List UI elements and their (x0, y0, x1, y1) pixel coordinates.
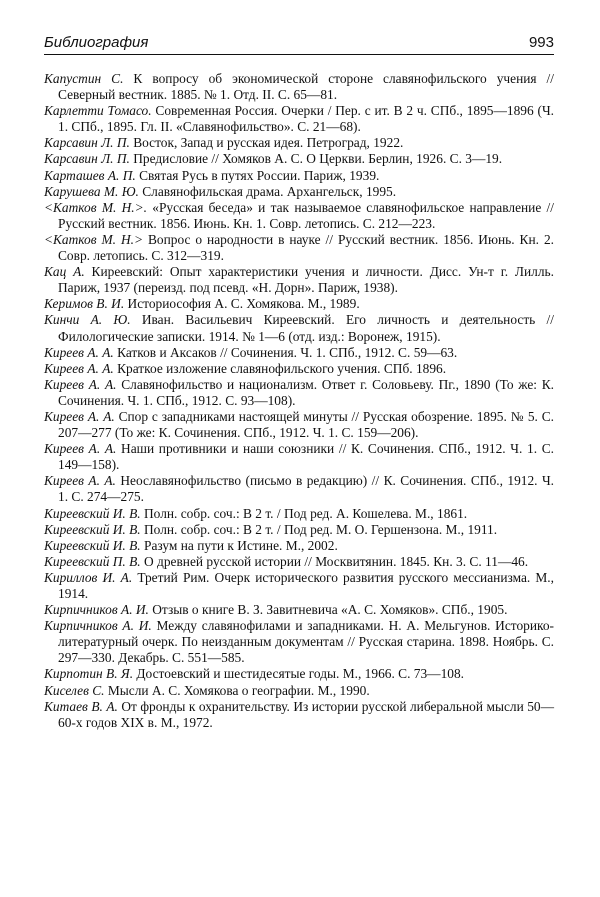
entry-text: Катков и Аксаков // Сочинения. Ч. 1. СПб., 1912. С. 59—63. (113, 344, 458, 360)
entry-author: Киреев А. А. (44, 360, 114, 376)
running-header (44, 0, 554, 55)
bibliography-entry (44, 71, 554, 103)
entry-text: Славянофильство и национализм. Ответ г. Соловьеву. Пг., 1890 (То же: К. Сочинения. Ч. 1. СПб., 1912. С. 93—108). (58, 376, 554, 408)
bibliography-entry (44, 683, 554, 699)
bibliography-entry (44, 699, 554, 731)
entry-text: Святая Русь в путях России. Париж, 1939. (135, 167, 380, 183)
entry-text: Наши противники и наши союзники // К. Сочинения. СПб., 1912. Ч. 1. С. 149—158). (58, 441, 555, 473)
entry-author: Кинчи А. Ю. (44, 312, 131, 328)
bibliography-entry (44, 312, 554, 344)
bibliography-entry (44, 184, 554, 200)
bibliography-entry (44, 570, 554, 602)
entry-author: Карсавин Л. П. (44, 135, 130, 151)
entry-text: Достоевский и шестидесятые годы. М., 1966. С. 73—108. (133, 666, 465, 682)
entry-author: Карсавин Л. П. (44, 151, 130, 167)
bibliography-entry (44, 506, 554, 522)
entry-author: Киреев А. А. (44, 376, 117, 392)
entry-author: Карташев А. П. (44, 167, 136, 183)
entry-text: Иван. Васильевич Киреевский. Его личность и деятельность // Филологические записки. 1914. № 1—6 (отд. изд.: Воронеж, 1915). (58, 312, 554, 344)
entry-author: <Катков М. Н.> (44, 231, 144, 247)
entry-text: Спор с западниками настоящей минуты // Русская обозрение. 1895. № 5. С. 207—277 (То же: К. Сочинения. СПб., 1912. Ч. 1. С. 159—206). (58, 408, 554, 441)
entry-text: Современная Россия. Очерки / Пер. с ит. В 2 ч. СПб., 1895—1896 (Ч. 1. СПб., 1895. Гл. II. «Славянофильство». С. 21—68). (58, 103, 554, 135)
bibliography-entry (44, 200, 554, 232)
entry-author: Киреев А. А. (44, 344, 114, 360)
bibliography-entry (44, 296, 554, 312)
bibliography-entry (44, 264, 554, 296)
bibliography-entry (44, 602, 554, 618)
entry-author: Капустин С. (44, 71, 124, 86)
bibliography-entry (44, 103, 554, 135)
entry-author: Кирпичников А. И. (44, 602, 149, 618)
entry-author: Керимов В. И. (44, 296, 125, 312)
entry-text: Краткое изложение славянофильского учения. СПб. 1896. (113, 360, 447, 376)
bibliography-entry (44, 168, 554, 184)
entry-author: Кац А. (44, 264, 85, 280)
section-title: Библиография (44, 34, 149, 51)
entry-author: Карлетти Томасо. (44, 103, 152, 119)
entry-author: Карушева М. Ю. (44, 183, 139, 199)
entry-author: Киреев А. А. (44, 408, 115, 424)
bibliography-entry (44, 538, 554, 554)
entry-author: Киреевский П. В. (44, 553, 141, 569)
bibliography-entry (44, 473, 554, 505)
entry-author: Киреевский И. В. (44, 537, 141, 553)
entry-text: От фронды к охранительству. Из истории русской либеральной мысли 50—60-х годов XIX в. М., 1972. (58, 698, 555, 730)
entry-author: Кириллов И. А. (44, 569, 133, 585)
entry-text: Вопрос о народности в науке // Русский вестник. 1856. Июнь. Кн. 2. Совр. летопись. С. 312—319. (58, 231, 554, 264)
entry-text: Киреевский: Опыт характеристики учения и личности. Дисс. Ун-т г. Лилль. Париж, 1937 (переизд. под псевд. «Н. Дорн». Париж, 1938). (58, 264, 554, 296)
entry-author: Киреев А. А. (44, 473, 116, 489)
entry-author: <Катков М. Н.>. (44, 199, 147, 215)
entry-text: О древней русской истории // Москвитянин. 1845. Кн. 3. С. 11—46. (140, 553, 529, 569)
entry-author: Киселев С. (44, 682, 105, 698)
entry-text: Восток, Запад и русская идея. Петроград, 1922. (129, 135, 404, 151)
entry-author: Киреев А. А. (44, 441, 117, 457)
bibliography-list (44, 71, 554, 731)
entry-text: Историософия А. С. Хомякова. М., 1989. (124, 296, 360, 312)
bibliography-entry (44, 377, 554, 409)
bibliography-entry (44, 361, 554, 377)
entry-text: Неославянофильство (письмо в редакцию) // К. Сочинения. СПб., 1912. Ч. 1. С. 274—275. (58, 473, 555, 505)
page-number: 993 (528, 34, 554, 51)
entry-text: Отзыв о книге В. З. Завитневича «А. С. Хомяков». СПб., 1905. (148, 602, 508, 618)
entry-text: Между славянофилами и западниками. Н. А. Мельгунов. Историко-литературный очерк. По неизданным документам // Русская старина. 1898. Ноябрь. С. 297—330. Декабрь. С. 551—585. (58, 618, 555, 666)
entry-author: Кирпотин В. Я. (44, 666, 134, 682)
entry-text: Полн. собр. соч.: В 2 т. / Под ред. А. Кошелева. М., 1861. (140, 505, 468, 521)
bibliography-entry (44, 345, 554, 361)
entry-text: Мысли А. С. Хомякова о географии. М., 1990. (104, 682, 370, 698)
bibliography-entry (44, 554, 554, 570)
entry-author: Киреевский И. В. (44, 505, 141, 521)
entry-text: Разум на пути к Истине. М., 2002. (140, 537, 338, 553)
bibliography-entry (44, 522, 554, 538)
bibliography-entry (44, 441, 554, 473)
bibliography-entry (44, 618, 554, 666)
entry-text: К вопросу об экономической стороне славянофильского учения // Северный вестник. 1885. № 1. Отд. II. С. 65—81. (58, 71, 554, 103)
bibliography-entry (44, 666, 554, 682)
entry-author: Кирпичников А. И. (44, 618, 152, 634)
entry-text: Полн. собр. соч.: В 2 т. / Под ред. М. О. Гершензона. М., 1911. (140, 521, 498, 537)
entry-text: «Русская беседа» и так называемое славянофильское направление // Русский вестник. 1856. Июнь. Кн. 1. Совр. летопись. С. 212—223. (58, 199, 554, 231)
bibliography-entry (44, 151, 554, 167)
bibliography-entry (44, 232, 554, 264)
bibliography-entry (44, 135, 554, 151)
entry-text: Предисловие // Хомяков А. С. О Церкви. Берлин, 1926. С. 3—19. (129, 151, 503, 167)
entry-text: Третий Рим. Очерк исторического развития русского мессианизма. М., 1914. (58, 569, 554, 601)
entry-text: Славянофильская драма. Архангельск, 1995. (138, 183, 397, 199)
bibliography-entry (44, 409, 554, 441)
entry-author: Китаев В. А. (44, 698, 118, 714)
entry-author: Киреевский И. В. (44, 521, 141, 537)
